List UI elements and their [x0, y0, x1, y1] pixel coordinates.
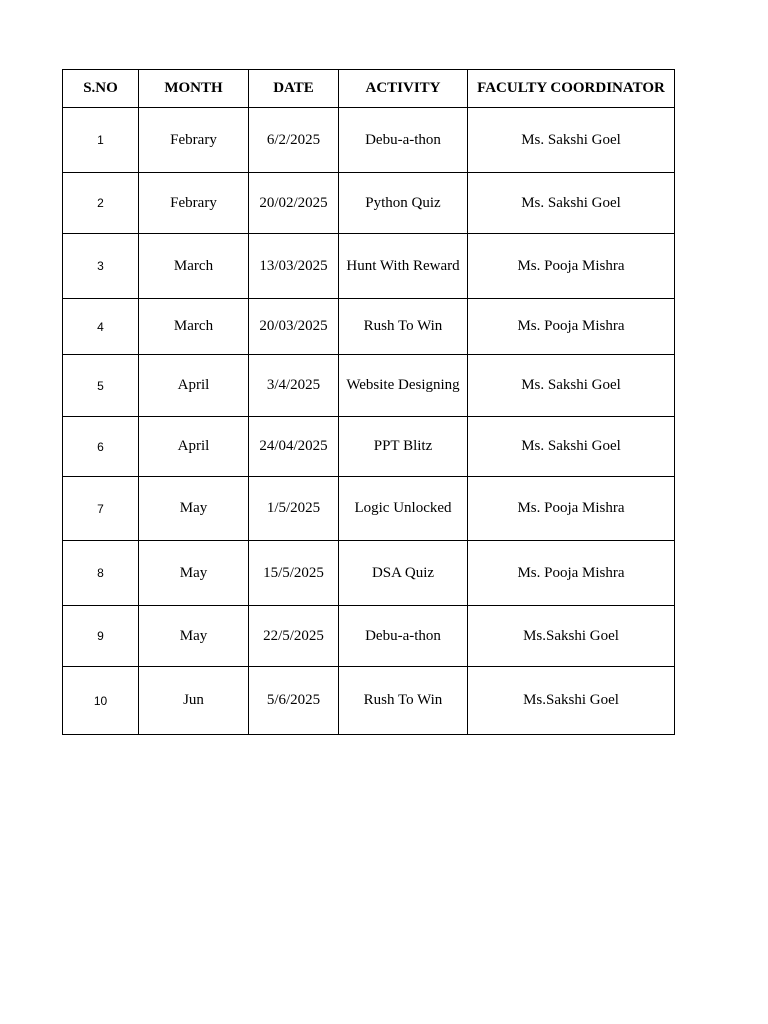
cell-date: 24/04/2025 — [249, 417, 339, 477]
cell-sno: 7 — [63, 477, 139, 541]
cell-date: 20/03/2025 — [249, 299, 339, 355]
cell-month: March — [139, 234, 249, 299]
cell-date: 5/6/2025 — [249, 667, 339, 735]
cell-activity: Website Designing — [339, 355, 468, 417]
cell-date: 6/2/2025 — [249, 108, 339, 173]
cell-faculty-coordinator: Ms. Sakshi Goel — [468, 173, 675, 234]
cell-month: March — [139, 299, 249, 355]
cell-activity: Rush To Win — [339, 667, 468, 735]
cell-date: 1/5/2025 — [249, 477, 339, 541]
table-row — [63, 477, 675, 541]
cell-sno: 8 — [63, 541, 139, 606]
cell-date: 3/4/2025 — [249, 355, 339, 417]
cell-sno: 3 — [63, 234, 139, 299]
cell-sno: 5 — [63, 355, 139, 417]
header-activity: ACTIVITY — [339, 70, 468, 108]
cell-activity: DSA Quiz — [339, 541, 468, 606]
cell-date: 15/5/2025 — [249, 541, 339, 606]
header-month: MONTH — [139, 70, 249, 108]
cell-activity: Debu-a-thon — [339, 606, 468, 667]
cell-faculty-coordinator: Ms.Sakshi Goel — [468, 606, 675, 667]
cell-sno: 4 — [63, 299, 139, 355]
cell-activity: Logic Unlocked — [339, 477, 468, 541]
header-date: DATE — [249, 70, 339, 108]
cell-faculty-coordinator: Ms. Pooja Mishra — [468, 299, 675, 355]
cell-faculty-coordinator: Ms. Pooja Mishra — [468, 234, 675, 299]
table-header-row — [63, 70, 675, 108]
cell-sno: 6 — [63, 417, 139, 477]
table-row — [63, 541, 675, 606]
table-row — [63, 234, 675, 299]
cell-faculty-coordinator: Ms. Pooja Mishra — [468, 541, 675, 606]
cell-sno: 1 — [63, 108, 139, 173]
cell-faculty-coordinator: Ms. Pooja Mishra — [468, 477, 675, 541]
cell-date: 20/02/2025 — [249, 173, 339, 234]
cell-month: April — [139, 417, 249, 477]
table-row — [63, 355, 675, 417]
table-row — [63, 299, 675, 355]
cell-activity: Hunt With Reward — [339, 234, 468, 299]
cell-faculty-coordinator: Ms. Sakshi Goel — [468, 108, 675, 173]
cell-activity: PPT Blitz — [339, 417, 468, 477]
cell-date: 22/5/2025 — [249, 606, 339, 667]
cell-faculty-coordinator: Ms. Sakshi Goel — [468, 355, 675, 417]
cell-month: Febrary — [139, 173, 249, 234]
table-row — [63, 606, 675, 667]
cell-month: Febrary — [139, 108, 249, 173]
table-row — [63, 417, 675, 477]
cell-activity: Debu-a-thon — [339, 108, 468, 173]
cell-activity: Rush To Win — [339, 299, 468, 355]
cell-month: May — [139, 606, 249, 667]
cell-month: May — [139, 477, 249, 541]
cell-month: May — [139, 541, 249, 606]
table-row — [63, 173, 675, 234]
header-sno: S.NO — [63, 70, 139, 108]
cell-month: Jun — [139, 667, 249, 735]
cell-sno: 2 — [63, 173, 139, 234]
cell-faculty-coordinator: Ms.Sakshi Goel — [468, 667, 675, 735]
cell-sno: 9 — [63, 606, 139, 667]
cell-activity: Python Quiz — [339, 173, 468, 234]
activity-schedule-table — [62, 69, 675, 735]
header-faculty-coordinator: FACULTY COORDINATOR — [468, 70, 675, 108]
table-row — [63, 667, 675, 735]
cell-month: April — [139, 355, 249, 417]
cell-sno: 10 — [63, 667, 139, 735]
table-row — [63, 108, 675, 173]
cell-date: 13/03/2025 — [249, 234, 339, 299]
cell-faculty-coordinator: Ms. Sakshi Goel — [468, 417, 675, 477]
